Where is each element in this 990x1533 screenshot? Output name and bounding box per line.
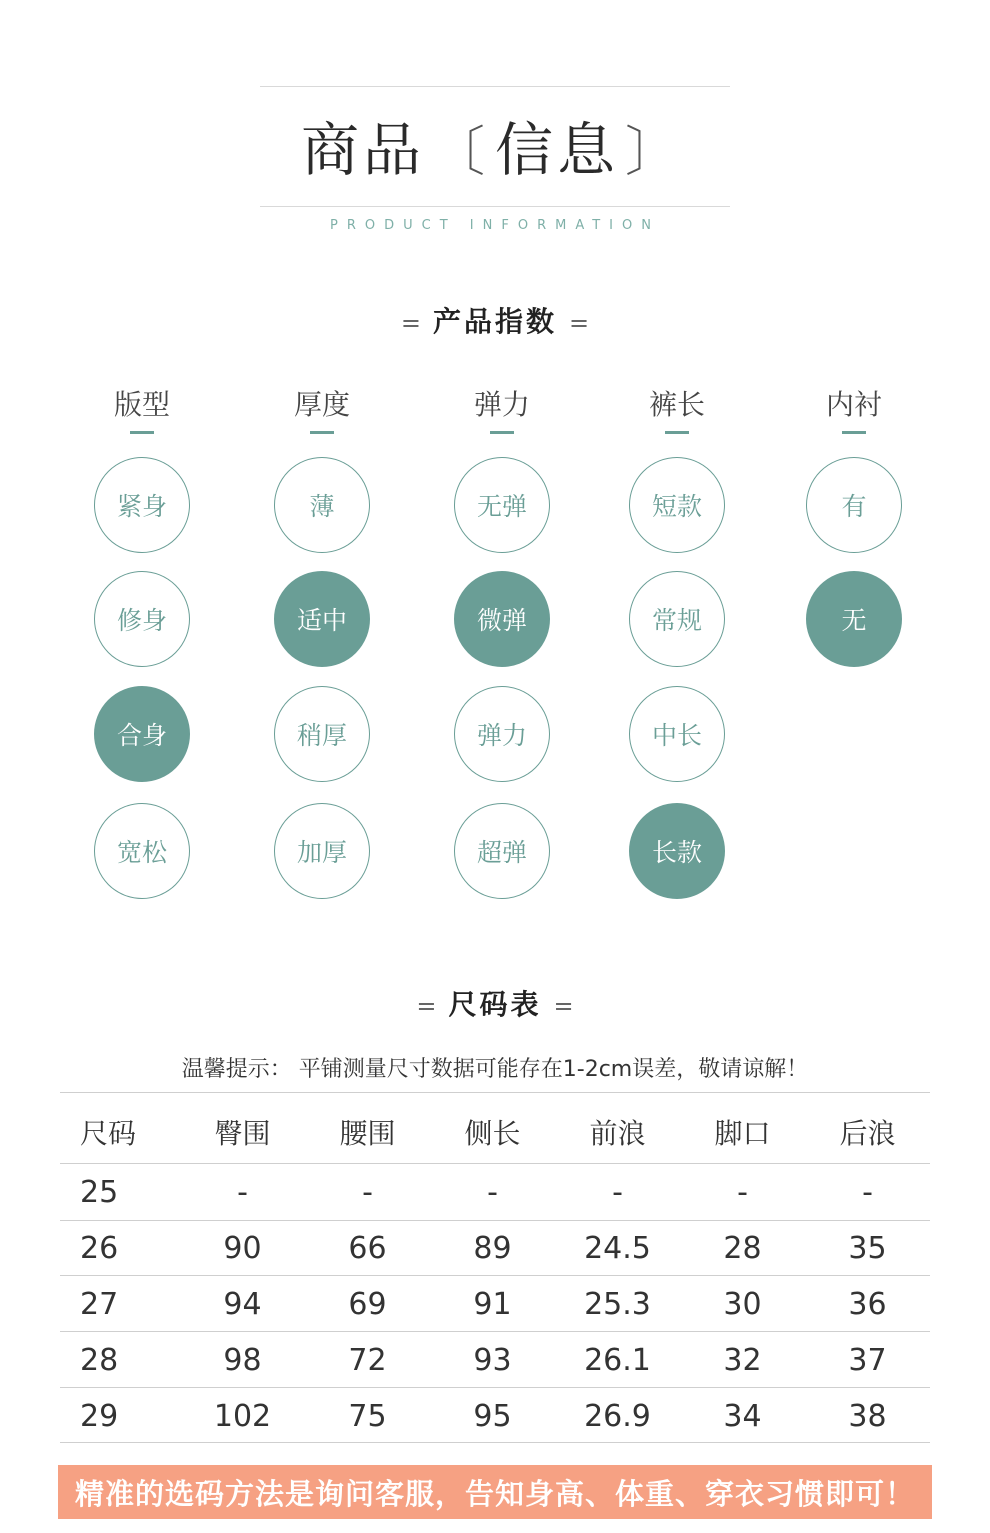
table-cell: 35 [848, 1230, 887, 1266]
table-row [60, 1388, 930, 1444]
index-option: 超弹 [454, 803, 550, 899]
table-cell: 36 [848, 1286, 887, 1322]
index-section-title [0, 300, 990, 340]
bracket-open: 〔 [431, 120, 489, 183]
index-column-header [432, 385, 572, 434]
index-option: 短款 [629, 457, 725, 553]
bracket-close: 〕 [625, 120, 684, 183]
table-cell: - [737, 1174, 748, 1210]
index-option: 紧身 [94, 457, 190, 553]
index-column-header [607, 385, 747, 434]
size-title-text: 尺码表 [448, 988, 542, 1021]
index-option-selected: 长款 [629, 803, 725, 899]
table-row [60, 1276, 930, 1332]
table-cell: 90 [223, 1230, 262, 1266]
table-cell: 26.9 [584, 1398, 651, 1434]
table-cell: 25 [80, 1174, 119, 1210]
column-title: 版型 [113, 388, 170, 421]
table-divider [60, 1092, 930, 1093]
index-column-header [72, 385, 212, 434]
table-cell: 28 [80, 1342, 119, 1378]
table-row [60, 1164, 930, 1220]
index-option: 常规 [629, 571, 725, 667]
table-cell: 95 [473, 1398, 512, 1434]
table-cell: 75 [348, 1398, 387, 1434]
table-cell: 29 [80, 1398, 119, 1434]
index-option: 宽松 [94, 803, 190, 899]
table-cell: 98 [223, 1342, 262, 1378]
table-cell: 25.3 [584, 1286, 651, 1322]
table-row [60, 1220, 930, 1276]
column-title: 厚度 [293, 388, 350, 421]
table-header-cell: 前浪 [589, 1117, 646, 1150]
size-tip: 温馨提示： 平铺测量尺寸数据可能存在1-2cm误差，敬请谅解！ [181, 1057, 809, 1082]
column-title: 弹力 [473, 388, 530, 421]
table-cell: 69 [348, 1286, 387, 1322]
index-option: 有 [806, 457, 902, 553]
table-header-cell: 尺码 [80, 1117, 137, 1150]
table-cell: 102 [213, 1398, 272, 1434]
index-column-header [252, 385, 392, 434]
column-underline [130, 431, 154, 434]
table-cell: 34 [723, 1398, 762, 1434]
index-option: 加厚 [274, 803, 370, 899]
table-cell: 94 [223, 1286, 262, 1322]
index-option: 弹力 [454, 686, 550, 782]
index-column-header [784, 385, 924, 434]
page-title [0, 110, 990, 192]
table-cell: 91 [473, 1286, 512, 1322]
eq-left: = [416, 992, 437, 1020]
table-cell: - [487, 1174, 498, 1210]
column-underline [842, 431, 866, 434]
table-header-cell: 脚口 [714, 1117, 771, 1150]
table-cell: 89 [473, 1230, 512, 1266]
index-title-text: 产品指数 [432, 305, 557, 338]
table-header-row [60, 1104, 930, 1160]
column-underline [665, 431, 689, 434]
table-header-cell: 后浪 [839, 1117, 896, 1150]
table-cell: - [237, 1174, 248, 1210]
title-left: 商品 [300, 116, 425, 184]
top-divider [260, 86, 730, 87]
size-section-title [0, 983, 990, 1023]
index-option-selected: 合身 [94, 686, 190, 782]
table-cell: - [362, 1174, 373, 1210]
table-header-cell: 侧长 [464, 1117, 521, 1150]
index-option: 中长 [629, 686, 725, 782]
table-cell: 26.1 [584, 1342, 651, 1378]
table-cell: 27 [80, 1286, 119, 1322]
column-underline [310, 431, 334, 434]
eq-left: = [400, 309, 421, 337]
index-option: 稍厚 [274, 686, 370, 782]
index-option-selected: 无 [806, 571, 902, 667]
table-cell: 72 [348, 1342, 387, 1378]
table-cell: - [862, 1174, 873, 1210]
bottom-divider [260, 206, 730, 207]
table-cell: 26 [80, 1230, 119, 1266]
advice-banner: 精准的选码方法是询问客服，告知身高、体重、穿衣习惯即可！ [58, 1465, 932, 1519]
table-cell: 37 [848, 1342, 887, 1378]
column-underline [490, 431, 514, 434]
eq-right: = [553, 992, 574, 1020]
index-option: 薄 [274, 457, 370, 553]
table-cell: 30 [723, 1286, 762, 1322]
table-cell: 93 [473, 1342, 512, 1378]
index-option-selected: 微弹 [454, 571, 550, 667]
index-option-selected: 适中 [274, 571, 370, 667]
table-cell: 66 [348, 1230, 387, 1266]
table-cell: 32 [723, 1342, 762, 1378]
table-header-cell: 腰围 [339, 1117, 396, 1150]
table-header-cell: 臀围 [214, 1117, 271, 1150]
table-cell: 24.5 [584, 1230, 651, 1266]
column-title: 内衬 [825, 388, 882, 421]
eq-right: = [569, 309, 590, 337]
table-cell: 28 [723, 1230, 762, 1266]
index-option: 无弹 [454, 457, 550, 553]
table-cell: - [612, 1174, 623, 1210]
index-option: 修身 [94, 571, 190, 667]
table-row [60, 1332, 930, 1388]
page-subtitle: PRODUCT INFORMATION [330, 218, 660, 233]
column-title: 裤长 [648, 388, 705, 421]
table-cell: 38 [848, 1398, 887, 1434]
title-right: 信息 [495, 116, 620, 184]
